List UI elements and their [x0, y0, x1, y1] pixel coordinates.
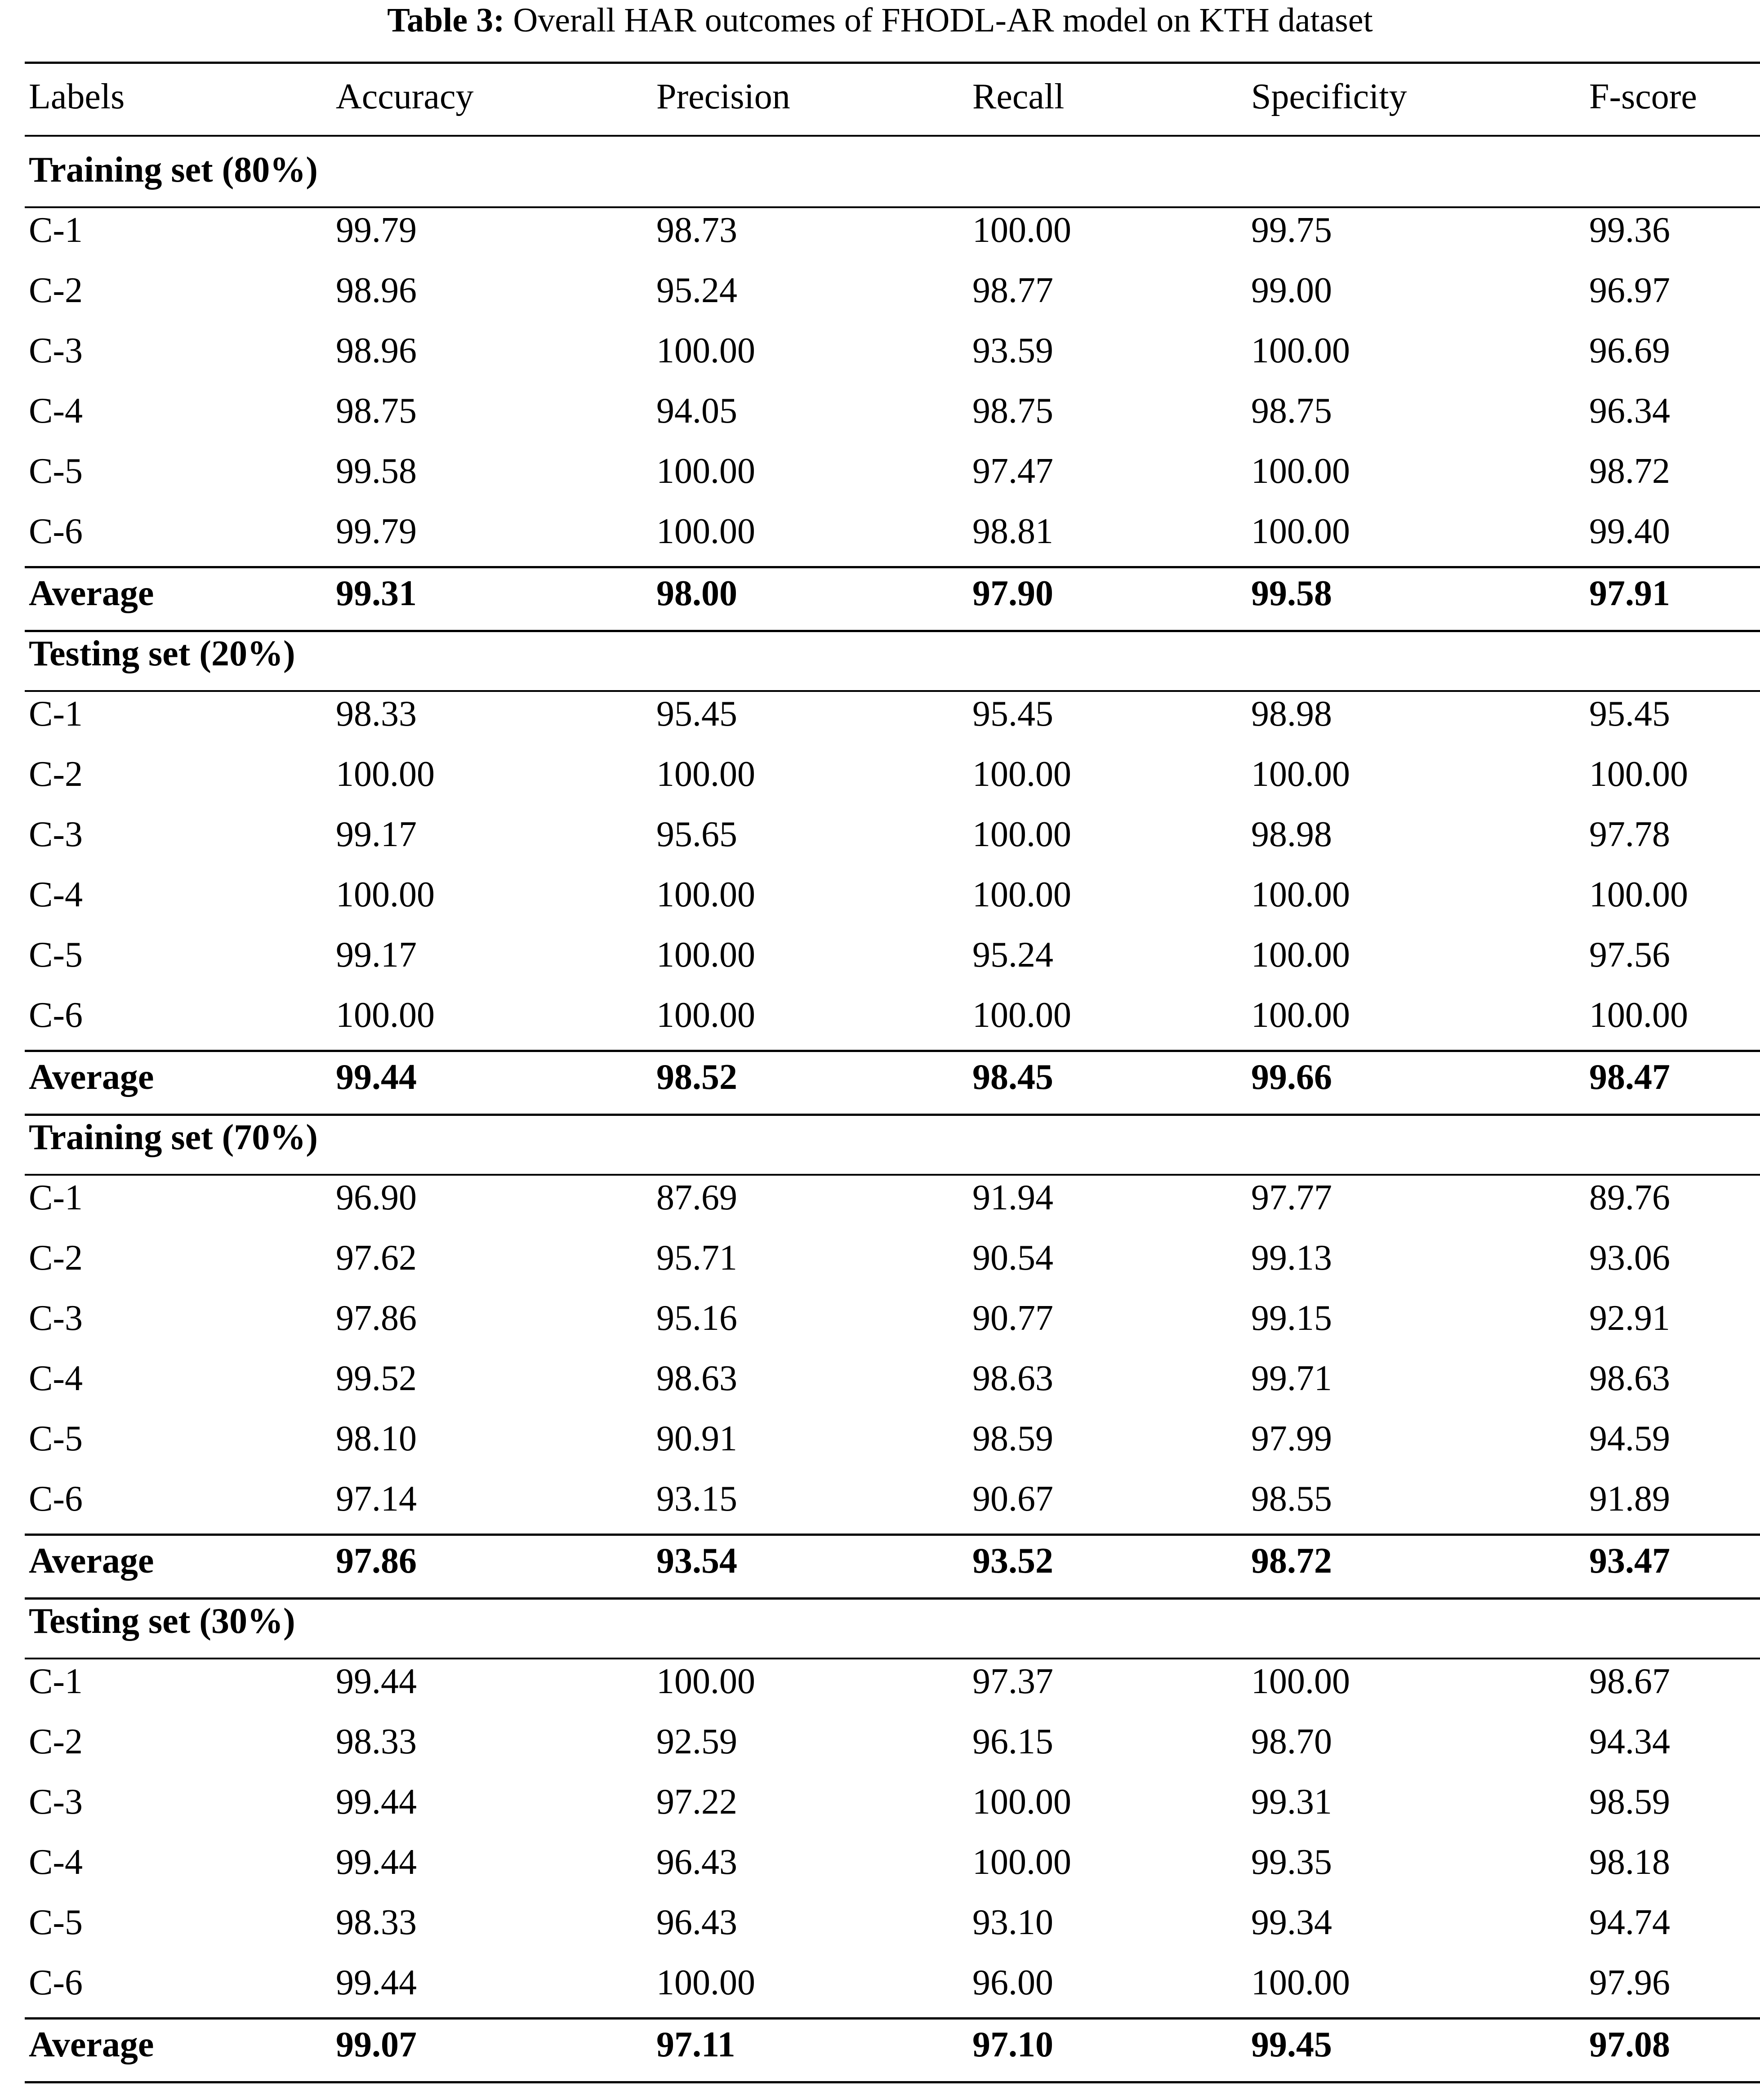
- table-cell: C-6: [29, 1963, 83, 2002]
- table-cell: 100.00: [972, 815, 1071, 854]
- header-recall: Recall: [972, 77, 1065, 116]
- table-cell: 97.86: [336, 1541, 417, 1581]
- table-cell: C-6: [29, 512, 83, 551]
- table-cell: 99.75: [1251, 210, 1332, 250]
- table-cell: C-2: [29, 754, 83, 794]
- table-cell: 98.63: [1589, 1359, 1670, 1398]
- average-top-rule: [25, 2017, 1760, 2020]
- table-cell: Average: [29, 1541, 154, 1581]
- table-cell: 100.00: [1251, 875, 1350, 914]
- average-bottom-rule: [25, 1114, 1760, 1116]
- table-caption-text: Overall HAR outcomes of FHODL-AR model on KTH dataset: [513, 1, 1373, 39]
- table-cell: 98.55: [1251, 1479, 1332, 1519]
- table-top-rule: [25, 62, 1760, 64]
- table-cell: 97.78: [1589, 815, 1670, 854]
- table-cell: 98.18: [1589, 1842, 1670, 1882]
- table-cell: 87.69: [656, 1178, 737, 1217]
- average-bottom-rule: [25, 2081, 1760, 2083]
- table-cell: C-3: [29, 1298, 83, 1338]
- table-cell: Training set (70%): [29, 1118, 318, 1157]
- table-cell: 96.43: [656, 1842, 737, 1882]
- table-cell: 98.63: [972, 1359, 1053, 1398]
- table-caption-label: Table 3:: [387, 1, 505, 39]
- table-cell: 95.71: [656, 1238, 737, 1278]
- table-cell: 99.00: [1251, 271, 1332, 310]
- table-cell: C-1: [29, 1178, 83, 1217]
- table-cell: 90.54: [972, 1238, 1053, 1278]
- table-cell: 94.59: [1589, 1419, 1670, 1458]
- table-cell: 98.81: [972, 512, 1053, 551]
- table-cell: C-4: [29, 1842, 83, 1882]
- table-cell: 95.45: [656, 694, 737, 734]
- table-cell: 96.90: [336, 1178, 417, 1217]
- table-cell: 95.24: [656, 271, 737, 310]
- table-cell: 100.00: [972, 1842, 1071, 1882]
- table-cell: 100.00: [656, 1662, 755, 1701]
- table-cell: C-1: [29, 1662, 83, 1701]
- table-cell: 99.31: [1251, 1782, 1332, 1822]
- table-cell: 99.35: [1251, 1842, 1332, 1882]
- table-cell: 94.34: [1589, 1722, 1670, 1761]
- table-cell: 98.10: [336, 1419, 417, 1458]
- table-cell: 100.00: [1251, 1662, 1350, 1701]
- table-cell: 96.69: [1589, 331, 1670, 370]
- average-top-rule: [25, 1534, 1760, 1536]
- table-cell: C-5: [29, 1419, 83, 1458]
- table-cell: 100.00: [1251, 331, 1350, 370]
- table-cell: 100.00: [1251, 451, 1350, 491]
- table-cell: 100.00: [656, 451, 755, 491]
- table-cell: 100.00: [1589, 754, 1688, 794]
- table-cell: 100.00: [972, 210, 1071, 250]
- table-cell: 93.52: [972, 1541, 1053, 1581]
- average-bottom-rule: [25, 1597, 1760, 1600]
- table-cell: 99.79: [336, 210, 417, 250]
- table-cell: C-5: [29, 935, 83, 975]
- table-cell: 96.43: [656, 1903, 737, 1942]
- table-cell: 100.00: [1251, 754, 1350, 794]
- table-cell: 97.99: [1251, 1419, 1332, 1458]
- header-bottom-rule: [25, 135, 1760, 137]
- table-cell: 98.45: [972, 1057, 1053, 1097]
- table-cell: 91.89: [1589, 1479, 1670, 1519]
- table-cell: 98.59: [1589, 1782, 1670, 1822]
- table-cell: Testing set (20%): [29, 634, 295, 673]
- table-cell: 100.00: [656, 995, 755, 1035]
- table-cell: 97.47: [972, 451, 1053, 491]
- table-cell: 92.91: [1589, 1298, 1670, 1338]
- table-cell: 100.00: [1251, 1963, 1350, 2002]
- table-cell: 99.17: [336, 815, 417, 854]
- table-cell: 99.52: [336, 1359, 417, 1398]
- table-cell: 98.59: [972, 1419, 1053, 1458]
- table-cell: 98.70: [1251, 1722, 1332, 1761]
- table-cell: 98.73: [656, 210, 737, 250]
- table-cell: 99.45: [1251, 2025, 1332, 2064]
- table-cell: 99.07: [336, 2025, 417, 2064]
- table-cell: 96.15: [972, 1722, 1053, 1761]
- table-cell: 94.05: [656, 391, 737, 431]
- header-specificity: Specificity: [1251, 77, 1407, 116]
- table-cell: 99.58: [1251, 574, 1332, 613]
- table-cell: 99.15: [1251, 1298, 1332, 1338]
- table-cell: 98.77: [972, 271, 1053, 310]
- header-f-score: F-score: [1589, 77, 1697, 116]
- table-cell: 98.96: [336, 271, 417, 310]
- table-cell: 97.86: [336, 1298, 417, 1338]
- table-cell: 97.56: [1589, 935, 1670, 975]
- table-cell: 93.15: [656, 1479, 737, 1519]
- table-cell: 97.62: [336, 1238, 417, 1278]
- table-cell: 97.08: [1589, 2025, 1670, 2064]
- table-cell: 99.34: [1251, 1903, 1332, 1942]
- table-cell: C-4: [29, 875, 83, 914]
- table-cell: C-6: [29, 995, 83, 1035]
- table-cell: 98.52: [656, 1057, 737, 1097]
- table-cell: 99.44: [336, 1662, 417, 1701]
- table-cell: 99.44: [336, 1842, 417, 1882]
- section-title-rule: [25, 1658, 1760, 1659]
- table-cell: 97.96: [1589, 1963, 1670, 2002]
- table-cell: 97.91: [1589, 574, 1670, 613]
- table-cell: 99.58: [336, 451, 417, 491]
- table-cell: C-4: [29, 1359, 83, 1398]
- table-cell: 98.63: [656, 1359, 737, 1398]
- table-cell: Average: [29, 2025, 154, 2064]
- table-cell: 99.13: [1251, 1238, 1332, 1278]
- table-cell: 98.98: [1251, 694, 1332, 734]
- table-cell: 95.45: [972, 694, 1053, 734]
- section-title-rule: [25, 206, 1760, 208]
- header-accuracy: Accuracy: [336, 77, 474, 116]
- table-cell: 98.00: [656, 574, 737, 613]
- table-cell: 93.06: [1589, 1238, 1670, 1278]
- table-cell: 93.47: [1589, 1541, 1670, 1581]
- table-cell: C-4: [29, 391, 83, 431]
- table-cell: 99.79: [336, 512, 417, 551]
- table-cell: 93.54: [656, 1541, 737, 1581]
- table-cell: 100.00: [336, 754, 435, 794]
- table-cell: 100.00: [336, 875, 435, 914]
- table-cell: Testing set (30%): [29, 1601, 295, 1641]
- table-cell: 98.75: [972, 391, 1053, 431]
- table-cell: 100.00: [972, 875, 1071, 914]
- table-cell: 100.00: [656, 331, 755, 370]
- table-cell: 98.75: [1251, 391, 1332, 431]
- table-cell: 99.40: [1589, 512, 1670, 551]
- section-title-rule: [25, 1174, 1760, 1176]
- table-cell: 100.00: [656, 512, 755, 551]
- table-cell: C-2: [29, 271, 83, 310]
- table-cell: 95.16: [656, 1298, 737, 1338]
- table-cell: 100.00: [1589, 875, 1688, 914]
- table-cell: 96.34: [1589, 391, 1670, 431]
- table-cell: 100.00: [656, 935, 755, 975]
- table-cell: 97.14: [336, 1479, 417, 1519]
- table-cell: 100.00: [1589, 995, 1688, 1035]
- table-cell: 97.11: [656, 2025, 735, 2064]
- table-cell: Average: [29, 1057, 154, 1097]
- table-cell: 98.67: [1589, 1662, 1670, 1701]
- table-cell: 97.37: [972, 1662, 1053, 1701]
- table-cell: 95.24: [972, 935, 1053, 975]
- table-cell: 100.00: [336, 995, 435, 1035]
- table-cell: 100.00: [1251, 935, 1350, 975]
- table-cell: 100.00: [656, 754, 755, 794]
- table-cell: 100.00: [972, 1782, 1071, 1822]
- table-caption: [0, 0, 1760, 40]
- table-cell: 98.72: [1589, 451, 1670, 491]
- table-cell: 98.98: [1251, 815, 1332, 854]
- table-cell: 95.45: [1589, 694, 1670, 734]
- table-cell: 99.44: [336, 1963, 417, 2002]
- header-precision: Precision: [656, 77, 790, 116]
- table-cell: C-2: [29, 1722, 83, 1761]
- table-cell: 98.96: [336, 331, 417, 370]
- table-cell: 100.00: [1251, 995, 1350, 1035]
- table-cell: 99.71: [1251, 1359, 1332, 1398]
- table-cell: C-3: [29, 1782, 83, 1822]
- table-cell: 97.22: [656, 1782, 737, 1822]
- table-cell: 99.31: [336, 574, 417, 613]
- table-cell: 100.00: [972, 754, 1071, 794]
- table-cell: C-5: [29, 451, 83, 491]
- table-cell: C-6: [29, 1479, 83, 1519]
- table-cell: 96.00: [972, 1963, 1053, 2002]
- section-title-rule: [25, 690, 1760, 692]
- table-cell: C-3: [29, 815, 83, 854]
- table-cell: 97.77: [1251, 1178, 1332, 1217]
- table-cell: 100.00: [656, 1963, 755, 2002]
- table-cell: 99.36: [1589, 210, 1670, 250]
- table-cell: 92.59: [656, 1722, 737, 1761]
- table-cell: 90.91: [656, 1419, 737, 1458]
- table-cell: C-1: [29, 210, 83, 250]
- table-cell: 99.44: [336, 1057, 417, 1097]
- table-cell: 98.33: [336, 1722, 417, 1761]
- table-cell: 98.33: [336, 694, 417, 734]
- table-cell: 100.00: [972, 995, 1071, 1035]
- table-cell: C-5: [29, 1903, 83, 1942]
- table-cell: 95.65: [656, 815, 737, 854]
- table-cell: 100.00: [1251, 512, 1350, 551]
- table-cell: 90.67: [972, 1479, 1053, 1519]
- table-cell: Training set (80%): [29, 150, 318, 190]
- table-cell: Average: [29, 574, 154, 613]
- table-cell: 90.77: [972, 1298, 1053, 1338]
- table-cell: 94.74: [1589, 1903, 1670, 1942]
- table-cell: 98.33: [336, 1903, 417, 1942]
- table-cell: C-2: [29, 1238, 83, 1278]
- table-cell: 89.76: [1589, 1178, 1670, 1217]
- average-top-rule: [25, 566, 1760, 568]
- table-cell: 99.44: [336, 1782, 417, 1822]
- table-cell: 99.17: [336, 935, 417, 975]
- header-labels: Labels: [29, 77, 125, 116]
- table-cell: 98.47: [1589, 1057, 1670, 1097]
- table-cell: 98.75: [336, 391, 417, 431]
- table-cell: 100.00: [656, 875, 755, 914]
- table-cell: C-1: [29, 694, 83, 734]
- table-cell: 97.10: [972, 2025, 1053, 2064]
- average-top-rule: [25, 1050, 1760, 1052]
- table-cell: 93.59: [972, 331, 1053, 370]
- table-cell: 99.66: [1251, 1057, 1332, 1097]
- table-cell: 97.90: [972, 574, 1053, 613]
- table-cell: 96.97: [1589, 271, 1670, 310]
- table-cell: C-3: [29, 331, 83, 370]
- table-cell: 98.72: [1251, 1541, 1332, 1581]
- table-cell: 91.94: [972, 1178, 1053, 1217]
- table-cell: 93.10: [972, 1903, 1053, 1942]
- average-bottom-rule: [25, 630, 1760, 632]
